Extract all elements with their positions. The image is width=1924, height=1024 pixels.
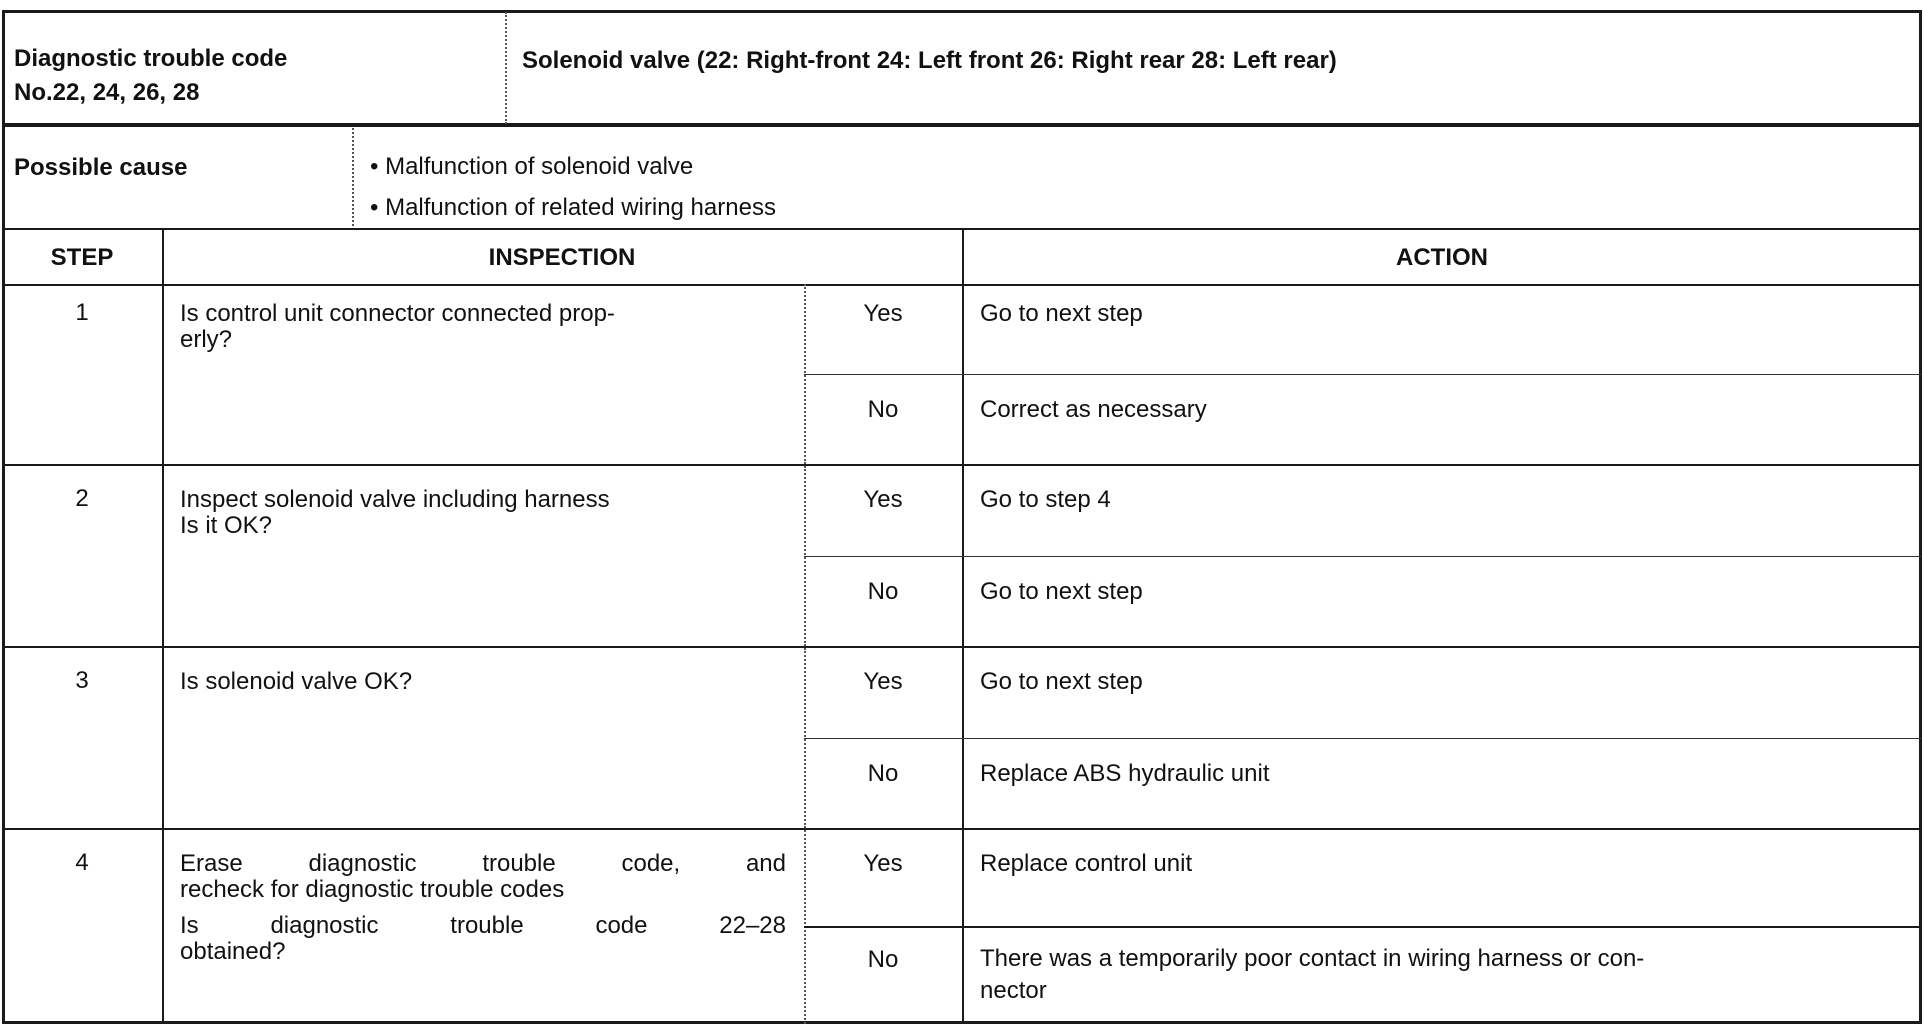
possible-cause-item: • Malfunction of solenoid valve	[370, 153, 694, 180]
col-inspection-action-divider	[962, 228, 964, 1024]
yes-no-separator	[804, 738, 1922, 739]
yes-no-separator	[804, 374, 1922, 375]
header-action: ACTION	[1396, 244, 1488, 271]
header-inspection: INSPECTION	[488, 244, 636, 271]
no-action: There was a temporarily poor contact in wiring harness or con-	[980, 945, 1645, 972]
yes-label: Yes	[863, 668, 903, 695]
possible-cause-item: • Malfunction of related wiring harness	[370, 194, 776, 221]
no-action: Go to next step	[980, 578, 1143, 605]
step-number: 3	[75, 667, 89, 694]
yes-action: Go to next step	[980, 668, 1143, 695]
header-title: Solenoid valve (22: Right-front 24: Left front 26: Right rear 28: Left rear)	[522, 47, 1337, 74]
step-number: 2	[75, 485, 89, 512]
inspection-text: Is diagnostic trouble code 22–28	[180, 912, 786, 939]
yes-no-separator	[804, 926, 1922, 928]
no-label: No	[867, 578, 899, 605]
yes-action: Go to next step	[980, 300, 1143, 327]
inspection-text: Erase diagnostic trouble code, and	[180, 850, 786, 877]
yes-action: Replace control unit	[980, 850, 1193, 877]
no-action: Correct as necessary	[980, 396, 1207, 423]
header-step: STEP	[50, 244, 114, 271]
code-label-line1: Diagnostic trouble code	[14, 45, 288, 72]
yes-no-separator	[804, 556, 1922, 557]
inspection-text: erly?	[180, 326, 233, 353]
row-separator	[2, 464, 1922, 466]
inspection-text: Is control unit connector connected prop-	[180, 300, 615, 327]
row-separator	[2, 646, 1922, 648]
step-number: 1	[75, 299, 89, 326]
row-separator	[2, 828, 1922, 830]
inspection-text: Is solenoid valve OK?	[180, 668, 413, 695]
col-step-divider	[162, 228, 164, 1024]
no-label: No	[867, 946, 899, 973]
inspection-text: recheck for diagnostic trouble codes	[180, 876, 565, 903]
yes-label: Yes	[863, 486, 903, 513]
inspection-text: Inspect solenoid valve including harness	[180, 486, 610, 513]
header-divider	[505, 12, 507, 124]
code-label-line2: No.22, 24, 26, 28	[14, 79, 200, 106]
no-label: No	[867, 396, 899, 423]
possible-cause-divider	[352, 128, 354, 226]
inspection-text: obtained?	[180, 938, 286, 965]
step-number: 4	[75, 849, 89, 876]
no-action: Replace ABS hydraulic unit	[980, 760, 1270, 787]
no-label: No	[867, 760, 899, 787]
possible-cause-label: Possible cause	[14, 154, 188, 181]
no-action: nector	[980, 977, 1047, 1004]
yes-label: Yes	[863, 300, 903, 327]
yes-label: Yes	[863, 850, 903, 877]
yes-action: Go to step 4	[980, 486, 1111, 513]
inspection-text: Is it OK?	[180, 512, 273, 539]
